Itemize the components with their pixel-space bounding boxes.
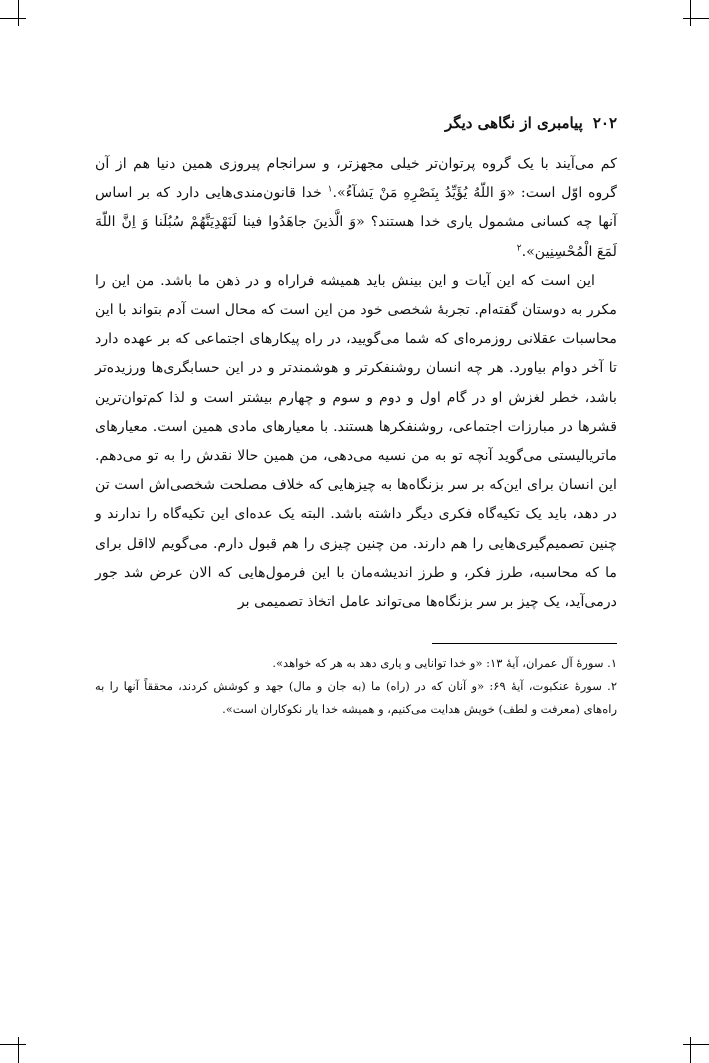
crop-mark-top-left (18, 0, 19, 26)
footnotes (95, 652, 617, 721)
book-page (95, 100, 617, 721)
page-number: ۲۰۲ (592, 114, 617, 132)
book-title: پیامبری از نگاهی دیگر (445, 114, 583, 132)
crop-mark-top-right (690, 0, 691, 26)
paragraph-1 (95, 150, 617, 267)
crop-mark-top-right-h (683, 18, 709, 19)
body-text (95, 150, 617, 617)
footnote-ref-2: ۲ (516, 242, 522, 253)
crop-mark-bottom-left (18, 1037, 19, 1063)
paragraph-1-part-2: خدا قانون‌مندی‌هایی دارد که بر اساس آنها چه کسانی مشمول یاری خدا هستند؟ «وَ الَّذینَ جاهَدُوا فینا لَنَهْدِیَنَّهُمْ سُبُلَنا وَ اِنَّ اللّهَ لَمَعَ الْمُحْسِنِین». (95, 185, 617, 260)
crop-mark-top-left-h (0, 18, 26, 19)
paragraph-2: این است که این آیات و این بینش باید همیشه فراراه و در ذهن ما باشد. من این را مکرر به دوستان گفته‌ام. تجربهٔ شخصی خود من این است که محال است آدم بتواند با این محاسبات عقلانی روزمره‌ای که شما می‌گویید، در راه پیکارهای اجتماعی که بر عهده دارد تا آخر دوام بیاورد. هر چه انسان روشنفکرتر و هوشمندتر و در این حسابگری‌ها ورزیده‌تر باشد، خطر لغزش او در گام اول و دوم و سوم و چهارم بیشتر است و لذا کم‌توان‌ترین قشرها در مبارزات اجتماعی، روشنفکرها هستند. با معیارهای مادی همین است. معیارهای ماتریالیستی می‌گوید آنچه تو به من نسیه می‌دهی، من همین حالا نقدش را به تو می‌دهم. این انسان برای این‌که بر سر بزنگاه‌ها به چیزهایی که خلاف مصلحت شخصی‌اش است تن در دهد، باید یک تکیه‌گاه فکری دیگر داشته باشد. البته یک عده‌ای این تکیه‌گاه را ندارند و چنین تصمیم‌گیری‌هایی را هم دارند. من چنین چیزی را هم قبول دارم. می‌گویم لااقل برای ما که محاسبه، طرز فکر، و طرز اندیشه‌مان با این فرمول‌هایی که الان عرض شد جور درمی‌آید، یک چیز بر سر بزنگاه‌ها می‌تواند عامل اتخاذ تصمیمی بر (95, 272, 617, 611)
footnote-1: ۱. سورهٔ آل عمران، آیهٔ ۱۳: «و خدا توانایی و یاری دهد به هر که خواهد». (272, 656, 617, 671)
footnote-ref-1: ۱ (327, 184, 333, 195)
running-header (95, 112, 617, 134)
crop-mark-bottom-right (690, 1037, 691, 1063)
footnote-2: ۲. سورهٔ عنکبوت، آیهٔ ۶۹: «و آنان که در (راه) ما (به جان و مال) جهد و کوشش کردند، محققاً آنها را به راه‌های (معرفت و لطف) خویش هدایت می‌کنیم، و همیشه خدا یار نکوکاران است». (95, 679, 617, 717)
footnote-separator (432, 643, 617, 644)
paragraph-1-part-1: کم می‌آیند با یک گروه پرتوان‌تر خیلی مجهزتر، و سرانجام پیروزی همین دنیا هم از آن گروه اوّل است: «وَ اللّهُ یُؤَیِّدُ بِنَصْرِهِ مَنْ یَشآءُ». (95, 156, 617, 202)
crop-mark-bottom-right-h (683, 1044, 709, 1045)
crop-mark-bottom-left-h (0, 1044, 26, 1045)
